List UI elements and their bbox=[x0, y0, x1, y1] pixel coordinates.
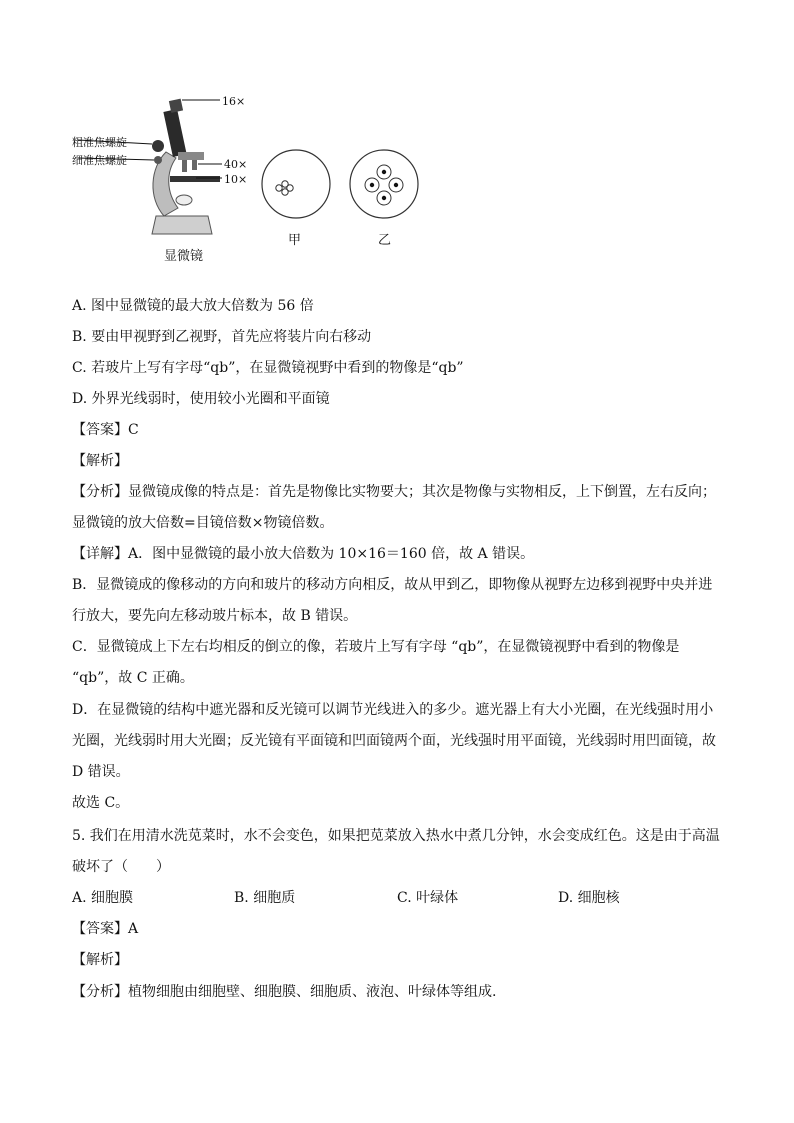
q4-option-d: D. 外界光线弱时，使用较小光圈和平面镜 bbox=[72, 391, 330, 407]
xiangjie-tag: 【详解】 bbox=[72, 546, 128, 562]
xiangjie-a-text: A．图中显微镜的最小放大倍数为 10×16＝160 倍，故 A 错误。 bbox=[128, 546, 535, 562]
q4-analysis-heading: 【解析】 bbox=[72, 453, 128, 469]
q4-xiangjie-c2: “qb”，故 C 正确。 bbox=[72, 670, 194, 686]
q5-option-a: A. 细胞膜 bbox=[72, 890, 134, 906]
microscope-caption: 显微镜 bbox=[164, 249, 204, 264]
q5-stem-line2: 破坏了（ ） bbox=[72, 859, 170, 875]
q4-option-b: B. 要由甲视野到乙视野，首先应将装片向右移动 bbox=[72, 329, 372, 345]
q5-stem-line1: 5. 我们在用清水洗苋菜时，水不会变色，如果把苋菜放入热水中煮几分钟，水会变成红色。这是由于高温 bbox=[72, 828, 720, 844]
q5-answer-line bbox=[72, 919, 138, 939]
q4-answer-line bbox=[72, 420, 139, 440]
view-a-label: 甲 bbox=[288, 233, 302, 248]
q4-xiangjie-d1: D．在显微镜的结构中遮光器和反光镜可以调节光线进入的多少。遮光器上有大小光圈，在光线强时用小 bbox=[72, 702, 714, 718]
microscope-diagram bbox=[72, 88, 438, 268]
q5-option-c: C. 叶绿体 bbox=[397, 890, 459, 906]
objective-high-label: 40× bbox=[224, 158, 248, 171]
q5-fenxi-tag: 【分析】 bbox=[72, 984, 128, 1000]
microscope-figure bbox=[72, 88, 438, 268]
q4-conclusion: 故选 C。 bbox=[72, 795, 130, 811]
q5-option-b: B. 细胞质 bbox=[234, 890, 296, 906]
objective-low-label: 10× bbox=[224, 173, 248, 186]
view-b-label: 乙 bbox=[378, 233, 392, 248]
q4-xiangjie-a bbox=[72, 544, 534, 564]
answer-tag: 【答案】 bbox=[72, 422, 128, 438]
q5-fenxi-text: 植物细胞由细胞壁、细胞膜、细胞质、液泡、叶绿体等组成. bbox=[128, 984, 497, 1000]
field-of-view-a bbox=[262, 150, 330, 218]
fenxi-text-1: 显微镜成像的特点是：首先是物像比实物要大；其次是物像与实物相反，上下倒置，左右反向； bbox=[128, 484, 716, 500]
q4-xiangjie-b1: B．显微镜成的像移动的方向和玻片的移动方向相反，故从甲到乙，即物像从视野左边移到视野中央并进 bbox=[72, 577, 713, 593]
q4-fenxi-line1 bbox=[72, 482, 716, 502]
fine-adjustment-label: 细准焦螺旋 bbox=[72, 154, 127, 167]
q4-option-c: C. 若玻片上写有字母“qb”，在显微镜视野中看到的物像是“qb” bbox=[72, 360, 464, 376]
q5-analysis-heading: 【解析】 bbox=[72, 952, 128, 968]
q4-fenxi-line2: 显微镜的放大倍数=目镜倍数×物镜倍数。 bbox=[72, 515, 334, 531]
q4-xiangjie-b2: 行放大，要先向左移动玻片标本，故 B 错误。 bbox=[72, 608, 358, 624]
field-of-view-b bbox=[350, 150, 418, 218]
q4-option-a: A. 图中显微镜的最大放大倍数为 56 倍 bbox=[72, 298, 314, 314]
answer-value: C bbox=[128, 422, 139, 438]
q4-xiangjie-d3: D 错误。 bbox=[72, 764, 130, 780]
q5-answer-value: A bbox=[128, 921, 139, 937]
q5-option-d: D. 细胞核 bbox=[558, 890, 620, 906]
q4-xiangjie-c1: C．显微镜成上下左右均相反的倒立的像，若玻片上写有字母 “qb”，在显微镜视野中看到的物像是 bbox=[72, 639, 680, 655]
q5-options bbox=[72, 888, 722, 908]
q4-xiangjie-d2: 光圈，光线弱时用大光圈；反光镜有平面镜和凹面镜两个面，光线强时用平面镜，光线弱时用凹面镜，故 bbox=[72, 733, 716, 749]
q5-answer-tag: 【答案】 bbox=[72, 921, 128, 937]
q5-fenxi-line bbox=[72, 982, 496, 1002]
fenxi-tag: 【分析】 bbox=[72, 484, 128, 500]
eyepiece-mag-label: 16× bbox=[222, 95, 246, 108]
coarse-adjustment-label: 粗准焦螺旋 bbox=[72, 136, 127, 149]
